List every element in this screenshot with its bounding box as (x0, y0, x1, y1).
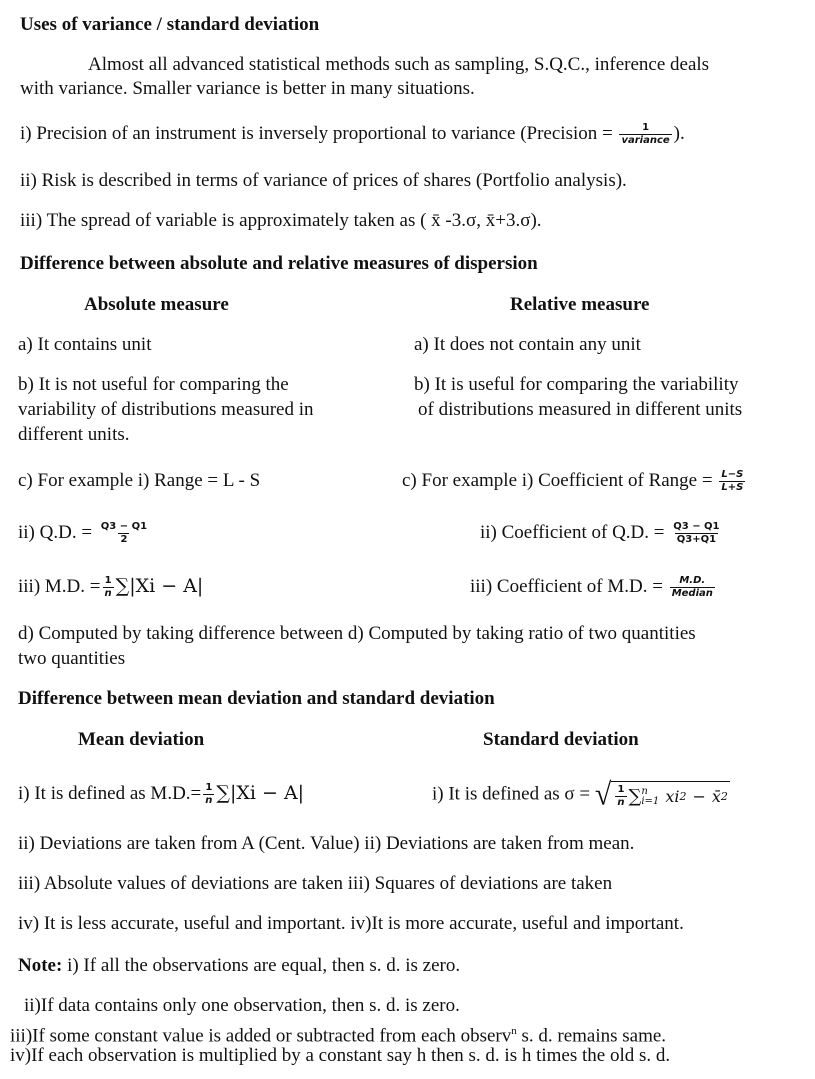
md-i-num: 1 (205, 782, 213, 794)
d-line-1: d) Computed by taking difference between d) Computed by taking ratio of two quantities (18, 623, 696, 644)
note-line-1-text: i) If all the observations are equal, then s. d. is zero. (62, 955, 461, 976)
abs-iii-text: iii) M.D. = (18, 576, 101, 597)
sd-frac-num: 1 (617, 784, 625, 795)
sum-limits (641, 787, 659, 807)
abs-c: c) For example i) Range = L - S (18, 470, 261, 491)
use-item-1-end: ). (673, 122, 685, 144)
coef-qd-den: Q3+Q1 (676, 534, 717, 545)
intro-line-2: with variance. Smaller variance is better in many situations. (20, 78, 475, 99)
rel-iii-text: iii) Coefficient of M.D. = (470, 575, 663, 597)
coef-qd-num: Q3 − Q1 (673, 521, 720, 532)
use-item-1-text: i) Precision of an instrument is inversely proportional to variance (Precision = (20, 122, 613, 144)
use-item-2: ii) Risk is described in terms of variance of prices of shares (Portfolio analysis). (20, 170, 627, 191)
abs-b-1: b) It is not useful for comparing the (18, 374, 289, 395)
use-item-3: iii) The spread of variable is approximately taken as ( x̄ -3.σ, x̄+3.σ). (20, 210, 542, 231)
note-line-3-sup: n (511, 1025, 517, 1037)
coef-md-fraction (670, 575, 715, 600)
coef-range-den: L+S (721, 482, 744, 493)
sd-sqrt (594, 777, 730, 812)
note-line-3 (10, 1020, 666, 1047)
section-heading-abs-rel: Difference between absolute and relative measures of dispersion (20, 253, 538, 274)
precision-numerator: 1 (642, 122, 650, 133)
sd-mean: x̄ (711, 786, 721, 806)
coef-md-den: Median (671, 588, 713, 599)
rel-ii-text: ii) Coefficient of Q.D. = (480, 521, 665, 543)
abs-ii-text: ii) Q.D. = (18, 521, 93, 543)
sd-term: xi (665, 786, 680, 806)
note-line-1 (18, 955, 460, 977)
sum-lower: i=1 (641, 795, 660, 807)
abs-a: a) It contains unit (18, 334, 152, 355)
md-frac-den: n (104, 588, 112, 600)
md-expr: ∑|Xi − A| (115, 575, 204, 597)
abs-iii (18, 575, 203, 600)
sd-mean-power: 2 (720, 789, 728, 803)
section-heading-uses: Uses of variance / standard deviation (20, 14, 320, 35)
sum-upper: n (641, 785, 648, 797)
note-line-4: iv)If each observation is multiplied by a constant say h then s. d. is h times the old s. d. (10, 1045, 671, 1066)
coef-range-fraction (719, 469, 745, 494)
coef-qd-fraction (671, 521, 721, 546)
sd-i (432, 777, 730, 812)
md-sd-ii: ii) Deviations are taken from A (Cent. Value) ii) Deviations are taken from mean. (18, 833, 635, 854)
rel-c-text: c) For example i) Coefficient of Range = (402, 469, 713, 491)
sum-symbol: ∑ (628, 785, 642, 807)
coef-range-num: L−S (721, 469, 744, 480)
sd-frac-den: n (617, 797, 625, 808)
col-heading-absolute: Absolute measure (84, 294, 229, 315)
coef-md-num: M.D. (679, 575, 706, 586)
precision-fraction (619, 122, 671, 147)
rel-b-1: b) It is useful for comparing the variability (414, 374, 739, 395)
sd-term-power: 2 (679, 789, 687, 803)
rel-ii (480, 521, 724, 546)
md-i-den: n (205, 795, 213, 807)
note-label: Note: (18, 955, 63, 976)
rel-a: a) It does not contain any unit (414, 334, 641, 355)
md-i-expr: ∑|Xi − A| (216, 782, 305, 804)
md-i (18, 782, 304, 807)
precision-denominator: variance (621, 135, 670, 146)
abs-b-2: variability of distributions measured in (18, 399, 314, 420)
abs-ii (18, 521, 151, 546)
section-heading-md-sd: Difference between mean deviation and standard deviation (18, 688, 495, 709)
md-one-over-n (103, 575, 114, 600)
col-heading-relative: Relative measure (510, 294, 650, 315)
use-item-1 (20, 122, 685, 147)
abs-b-3: different units. (18, 424, 130, 445)
note-line-3-text: iii)If some constant value is added or subtracted from each observ (10, 1025, 512, 1047)
md-i-one-over-n (203, 782, 214, 807)
md-sd-iv: iv) It is less accurate, useful and important. iv)It is more accurate, useful and important. (18, 913, 684, 934)
qd-den: 2 (120, 534, 128, 545)
d-line-2: two quantities (18, 648, 126, 669)
radical-sign-icon: √ (594, 777, 612, 812)
col-heading-standard-deviation: Standard deviation (483, 729, 639, 750)
col-heading-mean-deviation: Mean deviation (78, 729, 205, 750)
rel-b-2: of distributions measured in different units (418, 399, 743, 420)
note-line-2: ii)If data contains only one observation, then s. d. is zero. (24, 995, 460, 1016)
sd-one-over-n (615, 784, 626, 809)
sd-i-text: i) It is defined as σ = (432, 783, 591, 805)
rel-c (402, 469, 747, 494)
sd-radicand (611, 781, 730, 809)
qd-fraction (99, 521, 149, 546)
rel-iii (470, 575, 717, 600)
md-i-text: i) It is defined as M.D.= (18, 783, 202, 804)
qd-num: Q3 − Q1 (100, 521, 148, 532)
md-frac-num: 1 (104, 575, 112, 587)
note-line-3-end: s. d. remains same. (516, 1025, 667, 1047)
sd-minus: − (692, 786, 706, 806)
intro-line-1: Almost all advanced statistical methods such as sampling, S.Q.C., inference deals (88, 54, 710, 75)
md-sd-iii: iii) Absolute values of deviations are taken iii) Squares of deviations are taken (18, 873, 613, 894)
